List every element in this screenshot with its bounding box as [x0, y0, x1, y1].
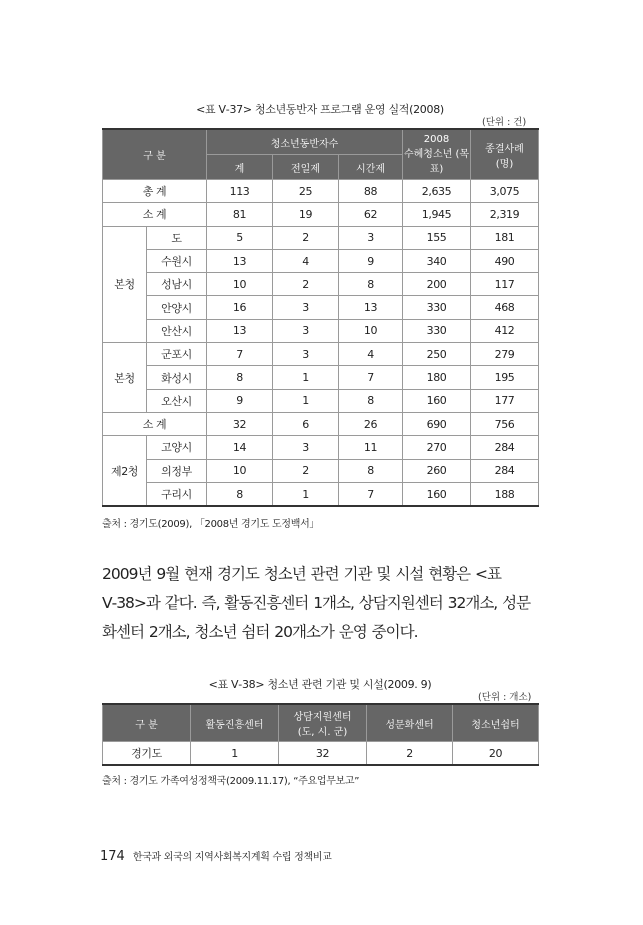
cell: 3 — [273, 319, 339, 342]
row-label: 구리시 — [147, 482, 207, 506]
cell: 1 — [273, 389, 339, 412]
table-row — [103, 459, 539, 482]
cell: 117 — [471, 273, 539, 296]
book-title: 한국과 외국의 지역사회복지계획 수립 정책비교 — [132, 852, 332, 863]
cell: 8 — [339, 459, 403, 482]
cell: 195 — [471, 366, 539, 389]
table-row — [103, 436, 539, 459]
cell: 160 — [403, 389, 471, 412]
cell: 330 — [403, 296, 471, 319]
cell: 330 — [403, 319, 471, 342]
table2-source: 출처 : 경기도 가족여성정책국(2009.11.17), “주요업무보고” — [102, 776, 360, 787]
row-label: 안양시 — [147, 296, 207, 319]
cell: 3 — [273, 296, 339, 319]
table-row — [103, 249, 539, 272]
cell: 7 — [207, 343, 273, 366]
row-label: 소 계 — [103, 203, 207, 226]
cell: 177 — [471, 389, 539, 412]
table1-caption: <표 Ⅴ-37> 청소년동반자 프로그램 운영 실적(2008) — [196, 103, 444, 116]
cell: 1 — [273, 366, 339, 389]
cell: 13 — [339, 296, 403, 319]
cell: 7 — [339, 366, 403, 389]
header-fulltime: 전일제 — [273, 155, 339, 180]
cell: 10 — [339, 319, 403, 342]
cell: 9 — [207, 389, 273, 412]
cell: 4 — [339, 343, 403, 366]
table1-unit: (단위 : 건) — [482, 117, 527, 128]
cell: 340 — [403, 249, 471, 272]
cell: 3 — [273, 343, 339, 366]
cell: 25 — [273, 180, 339, 203]
cell: 160 — [403, 482, 471, 506]
header-counsel-line1: 상담지원센터 — [293, 712, 352, 723]
table-row — [103, 412, 539, 435]
cell: 2 — [273, 273, 339, 296]
row-label: 총 계 — [103, 180, 207, 203]
header-companion-count: 청소년동반자수 — [207, 129, 403, 155]
cell: 62 — [339, 203, 403, 226]
page-number: 174 — [100, 849, 125, 864]
header-youth-shelter: 청소년쉼터 — [453, 704, 539, 742]
cell: 81 — [207, 203, 273, 226]
row-label: 도 — [147, 226, 207, 249]
cell: 490 — [471, 249, 539, 272]
cell: 32 — [207, 412, 273, 435]
cell: 13 — [207, 319, 273, 342]
cell: 8 — [339, 389, 403, 412]
row-label: 안산시 — [147, 319, 207, 342]
cell: 155 — [403, 226, 471, 249]
header-activity-center: 활동진흥센터 — [191, 704, 279, 742]
cell: 19 — [273, 203, 339, 226]
row-label: 소 계 — [103, 412, 207, 435]
cell: 20 — [453, 742, 539, 766]
cell: 6 — [273, 412, 339, 435]
cell: 468 — [471, 296, 539, 319]
group-label: 본청 — [103, 226, 147, 342]
cell: 11 — [339, 436, 403, 459]
cell: 3 — [339, 226, 403, 249]
table-row — [103, 482, 539, 506]
cell: 188 — [471, 482, 539, 506]
cell: 756 — [471, 412, 539, 435]
cell: 260 — [403, 459, 471, 482]
group-label: 제2청 — [103, 436, 147, 506]
header-closed-line2: (명) — [495, 158, 514, 170]
row-label: 화성시 — [147, 366, 207, 389]
header-counsel-center — [279, 704, 367, 742]
row-label: 군포시 — [147, 343, 207, 366]
table-row — [103, 273, 539, 296]
cell: 2,635 — [403, 180, 471, 203]
cell: 10 — [207, 273, 273, 296]
table1 — [102, 128, 539, 507]
cell: 412 — [471, 319, 539, 342]
cell: 1 — [191, 742, 279, 766]
cell: 1 — [273, 482, 339, 506]
cell: 284 — [471, 459, 539, 482]
body-paragraph: 2009년 9월 현재 경기도 청소년 관련 기관 및 시설 현황은 <표 Ⅴ-38>과 같다. 즉, 활동진흥센터 1개소, 상담지원센터 32개소, 성문화센터 2개소, 청소년 쉼터 20개소가 운영 중이다. — [102, 565, 531, 641]
cell: 279 — [471, 343, 539, 366]
cell: 10 — [207, 459, 273, 482]
cell: 4 — [273, 249, 339, 272]
cell: 250 — [403, 343, 471, 366]
header-counsel-line2: (도, 시. 군) — [297, 727, 348, 738]
cell: 14 — [207, 436, 273, 459]
table-row — [103, 742, 539, 766]
cell: 690 — [403, 412, 471, 435]
header-beneficiaries-line1: 2008 — [423, 134, 450, 145]
table-row — [103, 389, 539, 412]
cell: 284 — [471, 436, 539, 459]
row-label: 경기도 — [103, 742, 191, 766]
row-label: 수원시 — [147, 249, 207, 272]
cell: 270 — [403, 436, 471, 459]
header-closed-line1: 종결사례 — [485, 143, 524, 155]
header-category: 구 분 — [103, 129, 207, 180]
cell: 26 — [339, 412, 403, 435]
table2-caption: <표 Ⅴ-38> 청소년 관련 기관 및 시설(2009. 9) — [208, 678, 432, 691]
cell: 181 — [471, 226, 539, 249]
cell: 5 — [207, 226, 273, 249]
table-row — [103, 226, 539, 249]
header-parttime: 시간제 — [339, 155, 403, 180]
cell: 2 — [273, 459, 339, 482]
table1-source: 출처 : 경기도(2009), 「2008년 경기도 도정백서」 — [102, 519, 320, 530]
table-row — [103, 366, 539, 389]
table2-unit: (단위 : 개소) — [478, 692, 532, 703]
cell: 1,945 — [403, 203, 471, 226]
cell: 200 — [403, 273, 471, 296]
cell: 9 — [339, 249, 403, 272]
cell: 8 — [339, 273, 403, 296]
header-closed-cases — [471, 129, 539, 180]
cell: 3 — [273, 436, 339, 459]
header-sexculture-center: 성문화센터 — [367, 704, 453, 742]
table2 — [102, 703, 539, 766]
table-row — [103, 180, 539, 203]
row-label: 성남시 — [147, 273, 207, 296]
header-total: 계 — [207, 155, 273, 180]
cell: 2,319 — [471, 203, 539, 226]
row-label: 의정부 — [147, 459, 207, 482]
table-row — [103, 203, 539, 226]
cell: 8 — [207, 366, 273, 389]
cell: 2 — [367, 742, 453, 766]
cell: 7 — [339, 482, 403, 506]
header-beneficiaries-line2: 수혜청소년 (목표) — [403, 149, 470, 175]
cell: 113 — [207, 180, 273, 203]
cell: 13 — [207, 249, 273, 272]
cell: 180 — [403, 366, 471, 389]
cell: 16 — [207, 296, 273, 319]
table-row — [103, 319, 539, 342]
row-label: 고양시 — [147, 436, 207, 459]
cell: 8 — [207, 482, 273, 506]
header-beneficiaries — [403, 129, 471, 180]
cell: 32 — [279, 742, 367, 766]
table-row — [103, 296, 539, 319]
header-category: 구 분 — [103, 704, 191, 742]
cell: 88 — [339, 180, 403, 203]
cell: 3,075 — [471, 180, 539, 203]
group-label: 본청 — [103, 343, 147, 413]
table-row — [103, 343, 539, 366]
row-label: 오산시 — [147, 389, 207, 412]
page-footer — [100, 848, 332, 864]
cell: 2 — [273, 226, 339, 249]
